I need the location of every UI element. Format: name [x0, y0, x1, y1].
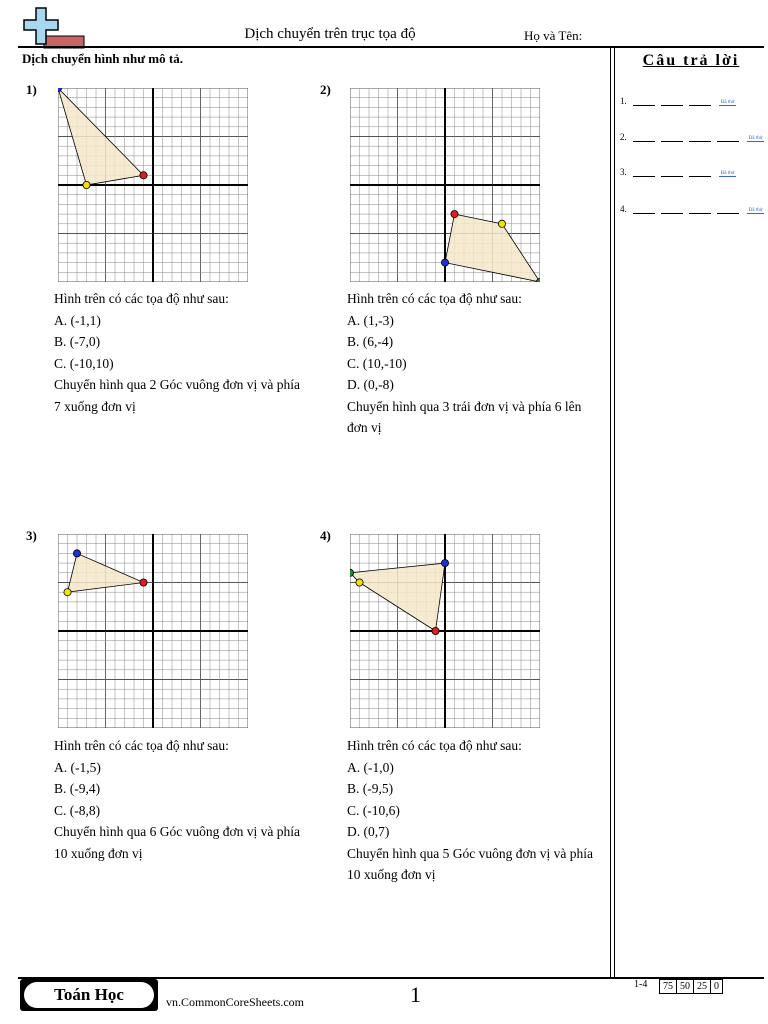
problem-text	[347, 735, 597, 886]
answer-row-3	[620, 167, 736, 177]
point-b: B. (-7,0)	[54, 334, 101, 349]
point-b: B. (-9,5)	[347, 781, 394, 796]
try-link[interactable]: Đã thử	[720, 171, 735, 176]
vertex-point	[356, 579, 363, 586]
score-boxes	[660, 979, 723, 994]
vertex-point	[140, 579, 147, 586]
point-a: A. (-1,5)	[54, 759, 101, 775]
score-range: 1-4	[634, 979, 648, 990]
coordinate-grid	[58, 88, 248, 282]
vertex-point	[498, 220, 505, 227]
answer-blank[interactable]	[689, 97, 711, 106]
point-a: A. (1,-3)	[347, 312, 394, 328]
problem-number: 3)	[26, 528, 37, 543]
problem-number: 4)	[320, 528, 331, 543]
problem-number: 1)	[26, 82, 37, 97]
try-link[interactable]: Đã thử	[748, 208, 763, 213]
point-b: B. (6,-4)	[347, 334, 394, 349]
point-b: B. (-9,4)	[54, 781, 101, 796]
coordinate-grid	[350, 534, 540, 728]
answer-blank[interactable]	[689, 133, 711, 142]
answers-title: Câu trả lời	[642, 52, 740, 69]
answer-blank[interactable]	[717, 205, 739, 214]
site-url[interactable]: vn.CommonCoreSheets.com	[166, 995, 304, 1009]
answer-blank[interactable]	[717, 133, 739, 142]
answer-blank[interactable]	[661, 97, 683, 106]
vertex-point	[140, 172, 147, 179]
point-c: C. (-8,8)	[54, 802, 101, 818]
coordinates-intro: Hình trên có các tọa độ như sau:	[347, 291, 522, 306]
point-c: C. (10,-10)	[347, 355, 407, 371]
answer-number: 2.	[620, 132, 627, 142]
problem-text	[347, 288, 597, 439]
vertex-point	[441, 560, 448, 567]
score-box: 50	[676, 979, 694, 994]
try-link[interactable]: Đã thử	[748, 136, 763, 141]
coordinates-intro: Hình trên có các tọa độ như sau:	[54, 291, 229, 306]
translation-instruction: Chuyển hình qua 5 Góc vuông đơn vị và phía 10 xuống đơn vị	[347, 845, 593, 882]
vertex-point	[83, 181, 90, 188]
instructions: Dịch chuyển hình như mô tả.	[22, 51, 183, 66]
answer-blank[interactable]	[689, 168, 711, 177]
problem-text	[54, 288, 304, 417]
page-title: Dịch chuyển trên trục tọa độ	[244, 26, 416, 42]
answer-blank[interactable]	[661, 133, 683, 142]
answer-blank[interactable]	[633, 168, 655, 177]
answer-number: 3.	[620, 167, 627, 177]
cross-logo-icon	[22, 6, 86, 50]
score-box: 0	[710, 979, 723, 994]
shape	[445, 214, 540, 282]
coordinate-grid	[58, 534, 248, 728]
point-a: A. (-1,1)	[54, 312, 101, 328]
coordinates-intro: Hình trên có các tọa độ như sau:	[54, 738, 229, 753]
score-box: 25	[693, 979, 711, 994]
answer-blank[interactable]	[661, 205, 683, 214]
name-label: Họ và Tên:	[524, 28, 583, 43]
translation-instruction: Chuyển hình qua 3 trái đơn vị và phía 6 lên đơn vị	[347, 398, 582, 435]
try-link[interactable]: Đã thử	[720, 100, 735, 105]
vertex-point	[441, 259, 448, 266]
answer-blank[interactable]	[661, 168, 683, 177]
answer-row-2	[620, 132, 764, 142]
brand-name: Toán Học	[24, 982, 154, 1008]
point-c: C. (-10,10)	[54, 355, 114, 371]
translation-instruction: Chuyển hình qua 2 Góc vuông đơn vị và phía 7 xuống đơn vị	[54, 377, 300, 414]
vertex-point	[64, 589, 71, 596]
point-a: A. (-1,0)	[347, 759, 394, 775]
page-number: 1	[410, 982, 421, 1007]
answer-blank[interactable]	[633, 97, 655, 106]
vertex-point	[350, 569, 354, 576]
coordinate-grid	[350, 88, 540, 282]
answer-row-4	[620, 204, 764, 214]
point-c: C. (-10,6)	[347, 802, 400, 818]
answer-column-divider-2	[614, 48, 615, 978]
answer-column-divider	[610, 48, 611, 978]
vertex-point	[432, 627, 439, 634]
point-d: D. (0,-8)	[347, 377, 394, 392]
problem-number: 2)	[320, 82, 331, 97]
translation-instruction: Chuyển hình qua 6 Góc vuông đơn vị và phía 10 xuống đơn vị	[54, 824, 300, 861]
header-divider	[18, 46, 764, 48]
point-d: D. (0,7)	[347, 824, 390, 839]
coordinates-intro: Hình trên có các tọa độ như sau:	[347, 738, 522, 753]
answer-number: 1.	[620, 96, 627, 106]
problem-text	[54, 735, 304, 864]
answer-row-1	[620, 96, 736, 106]
answer-blank[interactable]	[689, 205, 711, 214]
score-box: 75	[659, 979, 677, 994]
answer-blank[interactable]	[633, 205, 655, 214]
answer-number: 4.	[620, 204, 627, 214]
vertex-point	[73, 550, 80, 557]
vertex-point	[451, 211, 458, 218]
answer-blank[interactable]	[633, 133, 655, 142]
